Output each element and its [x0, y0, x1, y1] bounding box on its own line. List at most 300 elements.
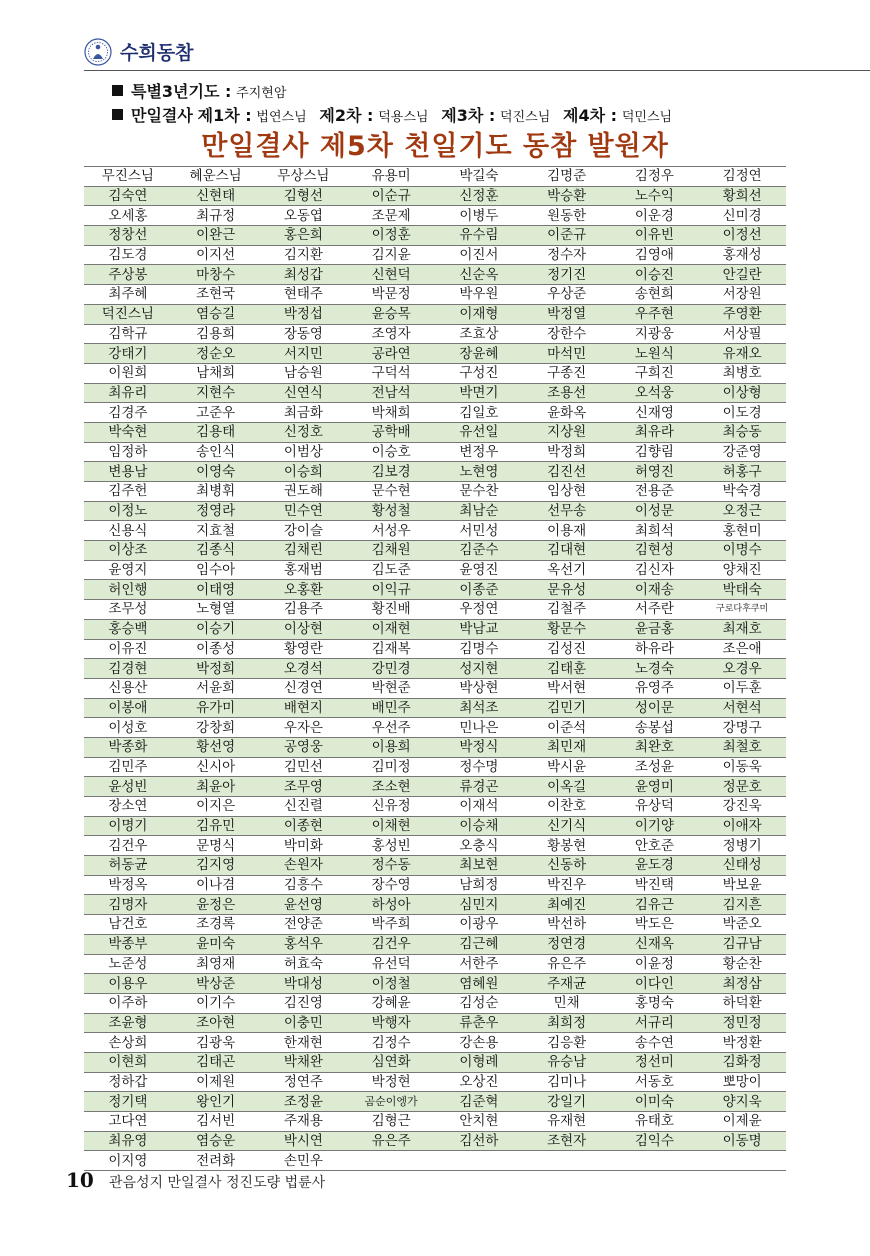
- name-cell: 이진서: [435, 245, 523, 265]
- name-cell: 조영자: [347, 324, 435, 344]
- name-cell: 조정윤: [260, 1092, 348, 1112]
- name-cell: 이재송: [611, 580, 699, 600]
- name-cell: 김경주: [84, 403, 172, 423]
- name-cell: 김형선: [260, 186, 348, 206]
- name-cell: 이정노: [84, 501, 172, 521]
- name-cell: 유선덕: [347, 954, 435, 974]
- name-cell: 조문제: [347, 206, 435, 226]
- name-cell: 이태영: [172, 580, 260, 600]
- name-cell: 덕진스님: [84, 304, 172, 324]
- table-row: [84, 1033, 786, 1053]
- name-cell: 박길숙: [435, 167, 523, 187]
- name-cell: 박상현: [435, 678, 523, 698]
- name-cell: 강이슬: [260, 521, 348, 541]
- name-cell: 이승희: [260, 462, 348, 482]
- name-cell: 오동엽: [260, 206, 348, 226]
- name-cell: 이순규: [347, 186, 435, 206]
- name-cell: 변용남: [84, 462, 172, 482]
- name-cell: 박서현: [523, 678, 611, 698]
- special-prayer-name: 주지현암: [236, 86, 287, 101]
- name-cell: 이재형: [435, 304, 523, 324]
- name-cell: 윤승목: [347, 304, 435, 324]
- name-cell: 정병기: [698, 836, 786, 856]
- name-cell: 홍은희: [260, 226, 348, 246]
- name-cell: 남승원: [260, 363, 348, 383]
- name-cell: 김미나: [523, 1072, 611, 1092]
- name-cell: 신현덕: [347, 265, 435, 285]
- temple-logo-icon: [84, 38, 112, 66]
- name-cell: 김경현: [84, 659, 172, 679]
- name-cell: 최규정: [172, 206, 260, 226]
- name-cell: 송수연: [611, 1033, 699, 1053]
- table-row: [84, 816, 786, 836]
- table-row: [84, 324, 786, 344]
- name-cell: 김정연: [698, 167, 786, 187]
- name-cell: 이범상: [260, 442, 348, 462]
- name-cell: 김주헌: [84, 482, 172, 502]
- name-cell: 이상조: [84, 541, 172, 561]
- name-cell: 최희정: [523, 1013, 611, 1033]
- name-cell: 강태기: [84, 344, 172, 364]
- name-cell: 유태호: [611, 1112, 699, 1132]
- name-cell: 지현수: [172, 383, 260, 403]
- name-cell: 김진영: [260, 993, 348, 1013]
- name-cell: 이제윤: [698, 1112, 786, 1132]
- table-row: [84, 934, 786, 954]
- name-cell: 주영환: [698, 304, 786, 324]
- name-cell: 송인식: [172, 442, 260, 462]
- name-cell: 서성우: [347, 521, 435, 541]
- name-cell: 허인행: [84, 580, 172, 600]
- name-cell: 조경록: [172, 915, 260, 935]
- name-cell: 김정우: [611, 167, 699, 187]
- name-cell: 조윤형: [84, 1013, 172, 1033]
- name-cell: 장동영: [260, 324, 348, 344]
- name-cell: 박정현: [347, 1072, 435, 1092]
- name-cell: 노형열: [172, 600, 260, 620]
- name-cell: 민채: [523, 993, 611, 1013]
- name-cell: 손원자: [260, 856, 348, 876]
- name-cell: 박정환: [698, 1033, 786, 1053]
- name-cell: 공라연: [347, 344, 435, 364]
- table-row: [84, 974, 786, 994]
- name-cell: 김성순: [435, 993, 523, 1013]
- name-cell: 김선하: [435, 1131, 523, 1151]
- name-cell: 이형례: [435, 1052, 523, 1072]
- name-cell: 최병호: [698, 363, 786, 383]
- name-cell: 김서빈: [172, 1112, 260, 1132]
- name-cell: 신재영: [611, 403, 699, 423]
- name-cell: 신시아: [172, 757, 260, 777]
- name-cell: 이유진: [84, 639, 172, 659]
- name-cell: 이준석: [523, 718, 611, 738]
- name-cell: 신정호: [260, 422, 348, 442]
- name-cell: 신미경: [698, 206, 786, 226]
- name-cell: 성이문: [611, 698, 699, 718]
- name-cell: 김미정: [347, 757, 435, 777]
- name-cell: 임정하: [84, 442, 172, 462]
- name-cell: 김보경: [347, 462, 435, 482]
- name-cell: 이채현: [347, 816, 435, 836]
- name-cell: 구로다후쿠미: [698, 600, 786, 620]
- name-cell: 오세홍: [84, 206, 172, 226]
- name-cell: 이도경: [698, 403, 786, 423]
- name-cell: 박보윤: [698, 875, 786, 895]
- name-cell: 박채완: [260, 1052, 348, 1072]
- name-cell: 최주혜: [84, 285, 172, 305]
- table-row: [84, 344, 786, 364]
- name-cell: 이정철: [347, 974, 435, 994]
- name-cell: 전양준: [260, 915, 348, 935]
- name-cell: 조용선: [523, 383, 611, 403]
- name-cell: 최금화: [260, 403, 348, 423]
- name-cell: 윤금홍: [611, 619, 699, 639]
- table-row: [84, 659, 786, 679]
- name-cell: 이제원: [172, 1072, 260, 1092]
- name-cell: 김용주: [260, 600, 348, 620]
- name-cell: 성지현: [435, 659, 523, 679]
- name-cell: 이정훈: [347, 226, 435, 246]
- name-cell: 박선하: [523, 915, 611, 935]
- name-cell: 박정희: [523, 442, 611, 462]
- name-cell: 배민주: [347, 698, 435, 718]
- name-cell: 임상현: [523, 482, 611, 502]
- table-row: [84, 206, 786, 226]
- name-cell: 오정근: [698, 501, 786, 521]
- name-cell: 이윤정: [611, 954, 699, 974]
- name-cell: 박행자: [347, 1013, 435, 1033]
- name-cell: 서윤희: [172, 678, 260, 698]
- name-cell: 황희선: [698, 186, 786, 206]
- name-cell: 김준수: [435, 541, 523, 561]
- name-cell: 이재석: [435, 797, 523, 817]
- name-cell: 이원희: [84, 363, 172, 383]
- name-cell: 김광욱: [172, 1033, 260, 1053]
- name-cell: 신동하: [523, 856, 611, 876]
- name-cell: 마창수: [172, 265, 260, 285]
- table-row: [84, 167, 786, 187]
- name-cell: 구덕석: [347, 363, 435, 383]
- square-bullet-icon: [112, 85, 123, 96]
- name-cell: 박정열: [523, 304, 611, 324]
- name-cell: 윤영지: [84, 560, 172, 580]
- page-number: 10: [66, 1168, 94, 1192]
- name-cell: 김진선: [523, 462, 611, 482]
- name-cell: 최예진: [523, 895, 611, 915]
- name-cell: 박면기: [435, 383, 523, 403]
- table-row: [84, 856, 786, 876]
- name-cell: 박정식: [435, 737, 523, 757]
- name-cell: 신태성: [698, 856, 786, 876]
- name-cell: 박남교: [435, 619, 523, 639]
- name-cell: 박정옥: [84, 875, 172, 895]
- name-cell: 김도준: [347, 560, 435, 580]
- name-cell: 김영애: [611, 245, 699, 265]
- name-cell: 최보현: [435, 856, 523, 876]
- name-cell: 이재현: [347, 619, 435, 639]
- name-cell: 서한주: [435, 954, 523, 974]
- name-cell: 유은주: [347, 1131, 435, 1151]
- section-title: 수희동참: [120, 42, 194, 64]
- name-cell: 이광우: [435, 915, 523, 935]
- table-row: [84, 619, 786, 639]
- name-cell: 이승기: [172, 619, 260, 639]
- name-cell: 김유민: [172, 816, 260, 836]
- name-cell: 우주현: [611, 304, 699, 324]
- name-cell: 박종화: [84, 737, 172, 757]
- name-cell: 강창희: [172, 718, 260, 738]
- name-cell: 임수아: [172, 560, 260, 580]
- name-cell: 하성아: [347, 895, 435, 915]
- name-cell: 선무송: [523, 501, 611, 521]
- name-cell: 정수명: [435, 757, 523, 777]
- name-cell: 신순옥: [435, 265, 523, 285]
- name-cell: 이용희: [347, 737, 435, 757]
- name-cell: [435, 1151, 523, 1171]
- name-cell: 김유근: [611, 895, 699, 915]
- name-cell: 이성문: [611, 501, 699, 521]
- name-cell: 최희석: [611, 521, 699, 541]
- name-cell: 김흥수: [260, 875, 348, 895]
- table-row: [84, 1092, 786, 1112]
- name-cell: 노원식: [611, 344, 699, 364]
- name-cell: 노준성: [84, 954, 172, 974]
- name-cell: 허효숙: [260, 954, 348, 974]
- name-cell: 서현석: [698, 698, 786, 718]
- name-cell: 황순찬: [698, 954, 786, 974]
- name-cell: 정민정: [698, 1013, 786, 1033]
- name-cell: 곰순이엥가: [347, 1092, 435, 1112]
- rounds-line: [112, 103, 680, 126]
- round-2-label: 제2차 :: [319, 106, 374, 125]
- name-cell: 유용미: [347, 167, 435, 187]
- name-cell: 윤미숙: [172, 934, 260, 954]
- name-cell: 노경숙: [611, 659, 699, 679]
- table-row: [84, 639, 786, 659]
- name-cell: 유가미: [172, 698, 260, 718]
- name-cell: 이동명: [698, 1131, 786, 1151]
- special-prayer-line: [112, 79, 294, 102]
- name-cell: 박채희: [347, 403, 435, 423]
- name-cell: 문수찬: [435, 482, 523, 502]
- name-cell: 염승길: [172, 304, 260, 324]
- name-cell: 윤도경: [611, 856, 699, 876]
- table-row: [84, 1131, 786, 1151]
- name-cell: 허홍구: [698, 462, 786, 482]
- table-row: [84, 304, 786, 324]
- name-cell: 오충식: [435, 836, 523, 856]
- name-cell: 옥선기: [523, 560, 611, 580]
- table-row: [84, 482, 786, 502]
- name-cell: 고다연: [84, 1112, 172, 1132]
- name-cell: 박진택: [611, 875, 699, 895]
- name-cell: 정기택: [84, 1092, 172, 1112]
- header-divider: [84, 70, 870, 71]
- name-cell: 김건우: [84, 836, 172, 856]
- participants-table: [84, 166, 786, 1171]
- name-cell: 고준우: [172, 403, 260, 423]
- name-cell: 박대성: [260, 974, 348, 994]
- name-cell: 홍재성: [698, 245, 786, 265]
- name-cell: 이명수: [698, 541, 786, 561]
- name-cell: 홍재범: [260, 560, 348, 580]
- name-cell: 김규남: [698, 934, 786, 954]
- name-cell: 홍석우: [260, 934, 348, 954]
- name-cell: 김지흔: [698, 895, 786, 915]
- name-cell: 장윤혜: [435, 344, 523, 364]
- name-cell: 서상필: [698, 324, 786, 344]
- name-cell: 이용재: [523, 521, 611, 541]
- name-cell: 문명식: [172, 836, 260, 856]
- name-cell: 강혜윤: [347, 993, 435, 1013]
- name-cell: 이성호: [84, 718, 172, 738]
- name-cell: 윤정은: [172, 895, 260, 915]
- name-cell: 김숙연: [84, 186, 172, 206]
- name-cell: 박태숙: [698, 580, 786, 600]
- name-cell: 조무성: [84, 600, 172, 620]
- table-row: [84, 875, 786, 895]
- name-cell: 뽀망이: [698, 1072, 786, 1092]
- name-cell: 조은애: [698, 639, 786, 659]
- table-row: [84, 915, 786, 935]
- name-cell: 김태훈: [523, 659, 611, 679]
- name-cell: 박숙현: [84, 422, 172, 442]
- name-cell: 서민성: [435, 521, 523, 541]
- name-cell: 노수익: [611, 186, 699, 206]
- name-cell: 김현성: [611, 541, 699, 561]
- name-cell: 이종준: [435, 580, 523, 600]
- table-row: [84, 226, 786, 246]
- name-cell: 유상덕: [611, 797, 699, 817]
- table-row: [84, 403, 786, 423]
- name-cell: 심민지: [435, 895, 523, 915]
- name-cell: 유재현: [523, 1112, 611, 1132]
- name-cell: 신용식: [84, 521, 172, 541]
- name-cell: 이기수: [172, 993, 260, 1013]
- name-cell: 신경연: [260, 678, 348, 698]
- name-cell: 윤화옥: [523, 403, 611, 423]
- name-cell: 정연주: [260, 1072, 348, 1092]
- name-cell: 김향림: [611, 442, 699, 462]
- name-cell: 오경석: [260, 659, 348, 679]
- name-cell: 안길란: [698, 265, 786, 285]
- name-cell: 이정선: [698, 226, 786, 246]
- name-cell: 남희정: [435, 875, 523, 895]
- round-1-label: 제1차 :: [197, 106, 252, 125]
- special-prayer-label: 특별3년기도 :: [131, 82, 232, 101]
- name-cell: 오석웅: [611, 383, 699, 403]
- name-cell: 신연식: [260, 383, 348, 403]
- round-3-name: 덕진스님: [500, 110, 551, 125]
- name-cell: 조아현: [172, 1013, 260, 1033]
- footer-text: 관음성지 만일결사 정진도량 법륜사: [108, 1175, 326, 1191]
- name-cell: 지상원: [523, 422, 611, 442]
- round-4-name: 덕민스님: [621, 110, 673, 125]
- name-cell: 현태주: [260, 285, 348, 305]
- name-cell: 박정희: [172, 659, 260, 679]
- page-header: [0, 0, 870, 72]
- name-cell: 최영재: [172, 954, 260, 974]
- round-4-label: 제4차 :: [563, 106, 618, 125]
- name-cell: 이현희: [84, 1052, 172, 1072]
- name-cell: 정문호: [698, 777, 786, 797]
- table-row: [84, 186, 786, 206]
- name-cell: 이명기: [84, 816, 172, 836]
- table-row: [84, 993, 786, 1013]
- name-cell: 김일호: [435, 403, 523, 423]
- name-cell: 윤성빈: [84, 777, 172, 797]
- name-cell: 강민경: [347, 659, 435, 679]
- square-bullet-icon: [112, 109, 123, 120]
- name-cell: 우자은: [260, 718, 348, 738]
- name-cell: 신정훈: [435, 186, 523, 206]
- name-cell: 김지윤: [347, 245, 435, 265]
- name-cell: 정순오: [172, 344, 260, 364]
- name-cell: 변정우: [435, 442, 523, 462]
- name-cell: 최철호: [698, 737, 786, 757]
- name-cell: 박미화: [260, 836, 348, 856]
- name-cell: 지광웅: [611, 324, 699, 344]
- page-title: 만일결사 제5차 천일기도 동참 발원자: [201, 131, 669, 162]
- name-cell: 송현희: [611, 285, 699, 305]
- name-cell: 구성진: [435, 363, 523, 383]
- name-cell: 최민재: [523, 737, 611, 757]
- name-cell: 류춘우: [435, 1013, 523, 1033]
- name-cell: 염혜원: [435, 974, 523, 994]
- name-cell: 이상형: [698, 383, 786, 403]
- name-cell: 이봉애: [84, 698, 172, 718]
- name-cell: 김명자: [84, 895, 172, 915]
- name-cell: 박숙경: [698, 482, 786, 502]
- name-cell: 최완호: [611, 737, 699, 757]
- name-cell: 손상희: [84, 1033, 172, 1053]
- name-cell: 홍현미: [698, 521, 786, 541]
- table-row: [84, 560, 786, 580]
- name-cell: 김건우: [347, 934, 435, 954]
- name-cell: 공영웅: [260, 737, 348, 757]
- name-cell: 남건호: [84, 915, 172, 935]
- name-cell: 이병두: [435, 206, 523, 226]
- name-cell: 김태곤: [172, 1052, 260, 1072]
- name-cell: 박진우: [523, 875, 611, 895]
- name-cell: 김명준: [523, 167, 611, 187]
- name-cell: 최남순: [435, 501, 523, 521]
- name-cell: 이유빈: [611, 226, 699, 246]
- name-cell: 최병휘: [172, 482, 260, 502]
- name-cell: 조무영: [260, 777, 348, 797]
- name-cell: 최성갑: [260, 265, 348, 285]
- name-cell: 강손용: [435, 1033, 523, 1053]
- name-cell: 서규리: [611, 1013, 699, 1033]
- name-cell: 김민주: [84, 757, 172, 777]
- name-cell: 왕인기: [172, 1092, 260, 1112]
- name-cell: 노현영: [435, 462, 523, 482]
- table-row: [84, 580, 786, 600]
- name-cell: 박도은: [611, 915, 699, 935]
- name-cell: 이운경: [611, 206, 699, 226]
- name-cell: 유재오: [698, 344, 786, 364]
- name-cell: 전려화: [172, 1151, 260, 1171]
- participants-table-body: [84, 167, 786, 1171]
- name-cell: 박상준: [172, 974, 260, 994]
- name-cell: 김대현: [523, 541, 611, 561]
- name-cell: 심연화: [347, 1052, 435, 1072]
- name-cell: 구희진: [611, 363, 699, 383]
- name-cell: 홍명숙: [611, 993, 699, 1013]
- name-cell: 이두훈: [698, 678, 786, 698]
- name-cell: 박종부: [84, 934, 172, 954]
- name-cell: 김형근: [347, 1112, 435, 1132]
